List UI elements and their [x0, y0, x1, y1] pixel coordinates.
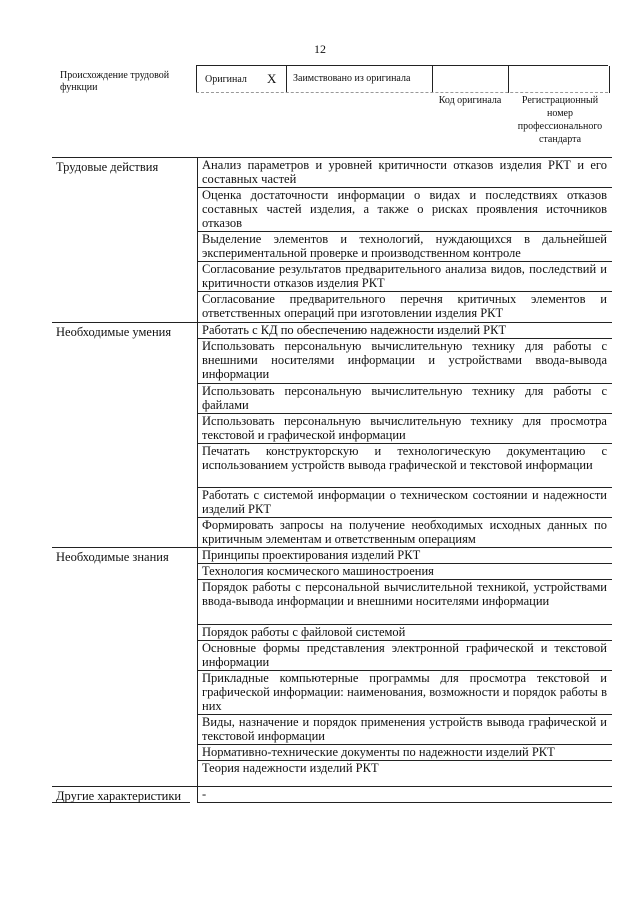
- column-divider: [197, 157, 198, 802]
- knowledge-item: Виды, назначение и порядок применения устройств вывода графической и текстовой информации: [202, 715, 607, 743]
- origin-label: Происхождение трудовой функции: [60, 70, 170, 93]
- action-item: Выделение элементов и технологий, нуждающихся в дальнейшей экспериментальной проверке и производственном контроле: [202, 232, 607, 260]
- knowledge-item: Принципы проектирования изделий РКТ: [202, 548, 421, 562]
- row-divider: [197, 802, 612, 803]
- borrowed-label: Заимствовано из оригинала: [293, 73, 411, 84]
- code-cell: [432, 66, 509, 93]
- knowledge-item: Основные формы представления электронной графической и текстовой информации: [202, 641, 607, 669]
- action-item: Согласование предварительного перечня критичных элементов и ответственных операций при изготовлении изделия РКТ: [202, 292, 607, 320]
- knowledge-item: Порядок работы с файловой системой: [202, 625, 406, 639]
- knowledge-item: Технология космического машиностроения: [202, 564, 434, 578]
- knowledge-item: Прикладные компьютерные программы для просмотра текстовой и графической информации: наименования, возможности и порядок работы в них: [202, 671, 607, 713]
- borrowed-cell: [286, 66, 433, 93]
- knowledge-label: Необходимые знания: [56, 550, 169, 564]
- skill-item: Использовать персональную вычислительную технику для работы с файлами: [202, 384, 607, 412]
- page-number: 12: [314, 42, 326, 56]
- original-mark: X: [267, 71, 277, 86]
- knowledge-item: Нормативно-технические документы по надежности изделий РКТ: [202, 745, 555, 759]
- function-table: [52, 157, 612, 817]
- knowledge-item: Порядок работы с персональной вычислительной техникой, устройствами ввода-вывода информации и внешними носителями информации: [202, 580, 607, 608]
- action-item: Оценка достаточности информации о видах и последствиях отказов составных частей изделия, а также о рисках проявления источников отказов: [202, 188, 607, 230]
- skill-item: Использовать персональную вычислительную технику для работы с внешними носителями информации и устройствами ввода-вывода информации: [202, 339, 607, 381]
- reg-caption: Регистрационный номер профессионального стандарта: [517, 95, 603, 145]
- reg-number-cell: [508, 66, 610, 93]
- skill-item: Печатать конструкторскую и технологическую документацию с использованием устройств вывода графической и текстовой информации: [202, 444, 607, 472]
- original-cell: [196, 66, 287, 93]
- code-caption: Код оригинала: [438, 95, 502, 106]
- other-label: Другие характеристики: [56, 789, 182, 803]
- skill-item: Работать с КД по обеспечению надежности изделий РКТ: [202, 323, 507, 337]
- skill-item: Работать с системой информации о техническом состоянии и надежности изделий РКТ: [202, 488, 607, 516]
- action-item: Согласование результатов предварительного анализа видов, последствий и критичности отказов изделия РКТ: [202, 262, 607, 290]
- skill-item: Использовать персональную вычислительную технику для просмотра текстовой и графической информации: [202, 414, 607, 442]
- skills-label: Необходимые умения: [56, 325, 172, 339]
- action-item: Анализ параметров и уровней критичности отказов изделия РКТ и его составных частей: [202, 158, 607, 186]
- actions-label: Трудовые действия: [56, 160, 159, 174]
- origin-row: [196, 65, 608, 93]
- origin-divider: [196, 92, 608, 93]
- original-label: Оригинал: [205, 74, 247, 85]
- knowledge-item: Теория надежности изделий РКТ: [202, 761, 379, 775]
- skill-item: Формировать запросы на получение необходимых исходных данных по критичным элементам и ответственным операциям: [202, 518, 607, 546]
- other-value: -: [202, 787, 207, 801]
